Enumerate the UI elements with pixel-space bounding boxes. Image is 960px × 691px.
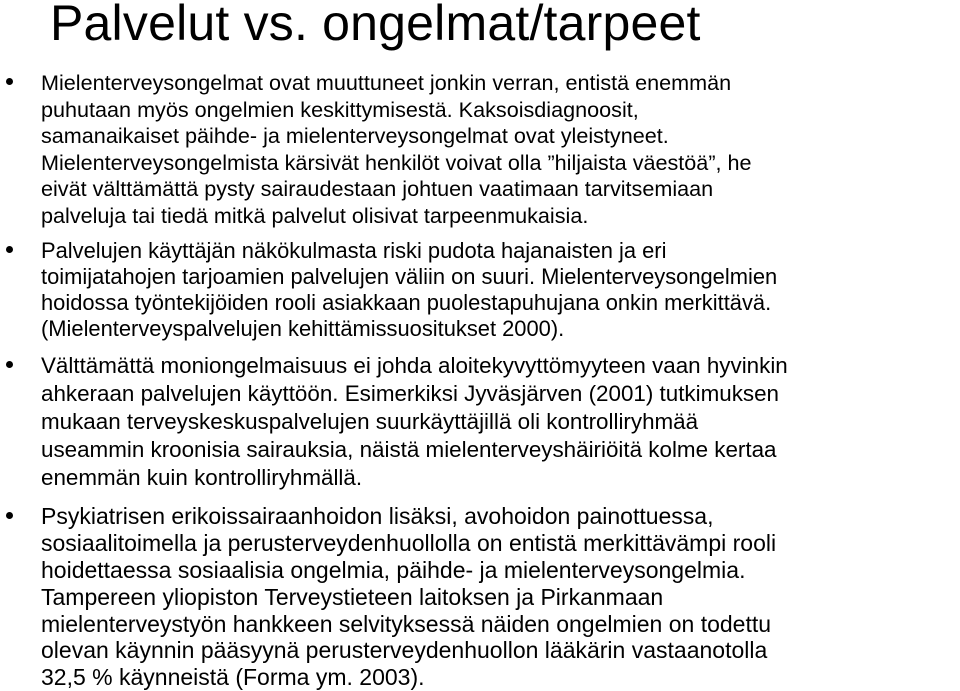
text-line: Mielenterveysongelmista kärsivät henkilöt voivat olla ”hiljaista väestöä”, he	[41, 149, 752, 175]
text-line: eivät välttämättä pysty sairaudestaan johtuen vaatimaan tarvitsemiaan	[41, 176, 714, 202]
text-line: Psykiatrisen erikoissairaanhoidon lisäksi, avohoidon painottuessa,	[41, 503, 714, 530]
bullet-item	[0, 503, 960, 691]
text-line: hoidettaessa sosiaalisia ongelmia, päihde- ja mielenterveysongelmia.	[41, 556, 746, 583]
text-line: sosiaalitoimella ja perusterveydenhuollolla on entistä merkittävämpi rooli	[41, 530, 777, 557]
bullet-list	[0, 70, 960, 691]
text-line: olevan käynnin pääsyynä perusterveydenhuollon lääkärin vastaanotolla	[41, 637, 768, 664]
bullet-text	[41, 352, 956, 492]
bullet-text	[41, 238, 956, 343]
bullet-text	[41, 70, 956, 230]
bullet-item	[0, 238, 960, 343]
text-line: Palvelujen käyttäjän näkökulmasta riski pudota hajanaisten ja eri	[41, 237, 667, 263]
text-line: hoidossa työntekijöiden rooli asiakkaan puolestapuhujana onkin merkittävä.	[41, 289, 772, 315]
text-line: mukaan terveyskeskuspalvelujen suurkäyttäjillä oli kontrolliryhmää	[41, 409, 699, 435]
bullet-item	[0, 70, 960, 230]
text-line: Mielenterveysongelmat ovat muuttuneet jonkin verran, entistä enemmän	[41, 70, 732, 95]
text-line: toimijatahojen tarjoamien palvelujen väliin on suuri. Mielenterveysongelmien	[41, 263, 778, 289]
bullet-dot-icon	[6, 512, 13, 519]
text-line: samanaikaiset päihde- ja mielenterveysongelmat ovat yleistyneet.	[41, 123, 669, 149]
text-line: Välttämättä moniongelmaisuus ei johda aloitekyvyttömyyteen vaan hyvinkin	[41, 353, 788, 379]
text-line: puhutaan myös ongelmien keskittymisestä. Kaksoisdiagnoosit,	[41, 96, 639, 122]
text-line: useammin kroonisia sairauksia, näistä mielenterveyshäiriöitä kolme kertaa	[41, 437, 777, 463]
bullet-item	[0, 352, 960, 492]
bullet-dot-icon	[6, 78, 13, 85]
text-line: (Mielenterveyspalvelujen kehittämissuositukset 2000).	[41, 316, 565, 342]
text-line: palveluja tai tiedä mitkä palvelut olisivat tarpeenmukaisia.	[41, 202, 589, 228]
text-line: Tampereen yliopiston Terveystieteen laitoksen ja Pirkanmaan	[41, 583, 664, 610]
slide-title: Palvelut vs. ongelmat/tarpeet	[50, 0, 701, 51]
text-line: ahkeraan palvelujen käyttöön. Esimerkiksi Jyväsjärven (2001) tutkimuksen	[41, 381, 779, 407]
bullet-text	[41, 503, 956, 691]
bullet-dot-icon	[6, 361, 13, 368]
text-line: enemmän kuin kontrolliryhmällä.	[41, 465, 363, 491]
text-line: 32,5 % käynneistä (Forma ym. 2003).	[41, 664, 425, 691]
text-line: mielenterveystyön hankkeen selvityksessä näiden ongelmien on todettu	[41, 610, 772, 637]
bullet-dot-icon	[6, 246, 13, 253]
